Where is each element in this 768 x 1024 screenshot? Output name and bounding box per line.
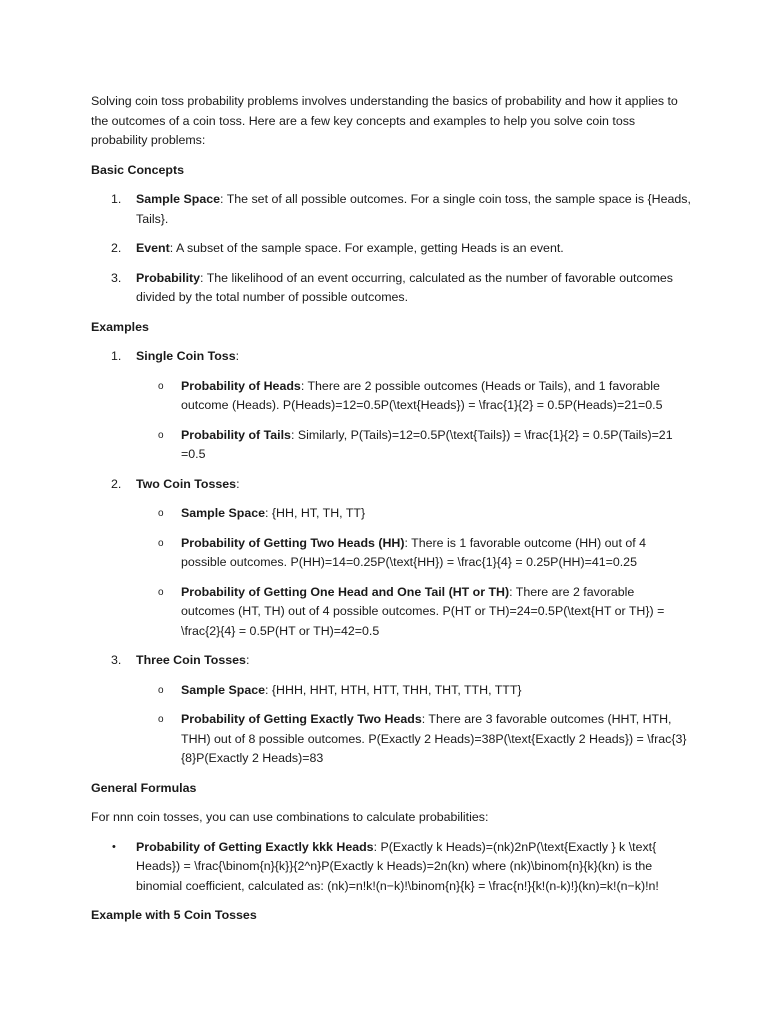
list-number: 3.: [111, 653, 122, 667]
definition: : There are 3 favorable outcomes (HHT, HTH, THH) out of 8 possible outcomes. P(Exactly 2 Heads)=38P(\text{Exactly 2 Heads}) = \frac{3}{8}P(Exactly 2 Heads)=83: [181, 712, 687, 765]
term: Probability of Getting Two Heads (HH): [181, 535, 405, 550]
suffix: :: [235, 349, 240, 363]
list-item-three-coin-tosses: [91, 651, 691, 671]
bullet-list-item: [91, 838, 691, 897]
term: Three Coin Tosses: [136, 653, 246, 667]
intro-paragraph: Solving coin toss probability problems involves understanding the basics of probability and how it applies to the outcomes of a coin toss. Here are a few key concepts and examples to help you solve coin toss probability problems:: [91, 94, 678, 147]
term: Two Coin Tosses: [136, 476, 237, 491]
definition: : There are 2 favorable outcomes (HT, TH) out of 4 possible outcomes. P(HT or TH)=24=0.5P(\text{HT or TH}) = \frac{2}{4} = 0.5P(HT or TH)=42=0.5: [181, 584, 665, 638]
hollow-bullet-icon: o: [158, 714, 164, 725]
list-item: [91, 190, 691, 229]
sub-list-item: [91, 710, 691, 769]
suffix: :: [236, 476, 240, 491]
definition: : There is 1 favorable outcome (HH) out of 4 possible outcomes. P(HH)=14=0.25P(\text{HH}) = \frac{1}{4} = 0.25P(HH)=41=0.25: [181, 535, 647, 569]
definition: : Similarly, P(Tails)=12=0.5P(\text{Tails}) = \frac{1}{2} = 0.5P(Tails)=21 =0.5: [181, 427, 673, 461]
hollow-bullet-icon: o: [158, 537, 164, 549]
hollow-bullet-icon: o: [158, 508, 164, 519]
hollow-bullet-icon: o: [158, 380, 164, 392]
term: Probability of Getting Exactly kkk Heads: [136, 839, 374, 854]
definition: : The likelihood of an event occurring, calculated as the number of favorable outcomes divided by the total number of possible outcomes.: [136, 270, 673, 304]
list-item: [91, 269, 691, 308]
suffix: :: [245, 653, 250, 667]
basic-concepts-heading: Basic Concepts: [91, 162, 184, 177]
list-item: [91, 239, 691, 259]
term: Probability: [136, 270, 201, 285]
term: Probability of Heads: [181, 378, 301, 393]
sub-list-item: [91, 426, 691, 465]
term: Sample Space: [181, 506, 266, 520]
term: Probability of Getting One Head and One Tail (HT or TH): [181, 584, 510, 599]
term: Probability of Tails: [181, 427, 291, 442]
sub-list-item: [91, 583, 691, 642]
term: Sample Space: [136, 192, 221, 206]
term: Probability of Getting Exactly Two Heads: [181, 712, 422, 726]
hollow-bullet-icon: o: [158, 586, 164, 598]
sub-list-item: [91, 504, 691, 524]
list-item-two-coin-tosses: [91, 475, 691, 495]
document-page: [91, 92, 691, 936]
sub-list-item: [91, 377, 691, 416]
filled-bullet-icon: •: [112, 840, 116, 853]
sub-list-item: [91, 681, 691, 701]
list-number: 3.: [111, 270, 122, 285]
list-number: 1.: [111, 349, 122, 363]
term: Event: [136, 241, 170, 255]
general-formulas-intro: For nnn coin tosses, you can use combinations to calculate probabilities:: [91, 810, 489, 824]
list-number: 2.: [111, 476, 122, 491]
sub-list-item: [91, 534, 691, 573]
hollow-bullet-icon: o: [158, 684, 164, 696]
list-item-single-coin-toss: [91, 347, 691, 367]
term: Single Coin Toss: [136, 349, 236, 363]
definition: : {HHH, HHT, HTH, HTT, THH, THT, TTH, TTT}: [265, 682, 522, 697]
example-5-heading: Example with 5 Coin Tosses: [91, 908, 257, 922]
general-formulas-heading: General Formulas: [91, 780, 197, 795]
definition: : There are 2 possible outcomes (Heads or Tails), and 1 favorable outcome (Heads). P(Heads)=12=0.5P(\text{Heads}) = \frac{1}{2} = 0.5P(Heads)=21=0.5: [181, 378, 663, 412]
hollow-bullet-icon: o: [158, 429, 164, 441]
term: Sample Space: [181, 682, 266, 697]
definition: : P(Exactly k Heads)=(nk)2nP(\text{Exactly } k \text{ Heads}) = \frac{\binom{n}{k}}{2^n}P(Exactly k Heads)=2n(kn) where (nk)\binom{n}{k}(kn) is the binomial coefficient, calculated as: (nk)=n!k!(n−k)!\binom{n}{k} = \frac{n!}{k!(n-k)!}(kn)=k!(n−k)!n!: [136, 839, 659, 893]
examples-heading: Examples: [91, 319, 149, 334]
definition: : A subset of the sample space. For example, getting Heads is an event.: [169, 241, 564, 255]
definition: : {HH, HT, TH, TT}: [265, 506, 366, 520]
list-number: 1.: [111, 192, 122, 206]
definition: : The set of all possible outcomes. For a single coin toss, the sample space is {Heads, Tails}.: [136, 192, 691, 226]
list-number: 2.: [111, 241, 122, 255]
